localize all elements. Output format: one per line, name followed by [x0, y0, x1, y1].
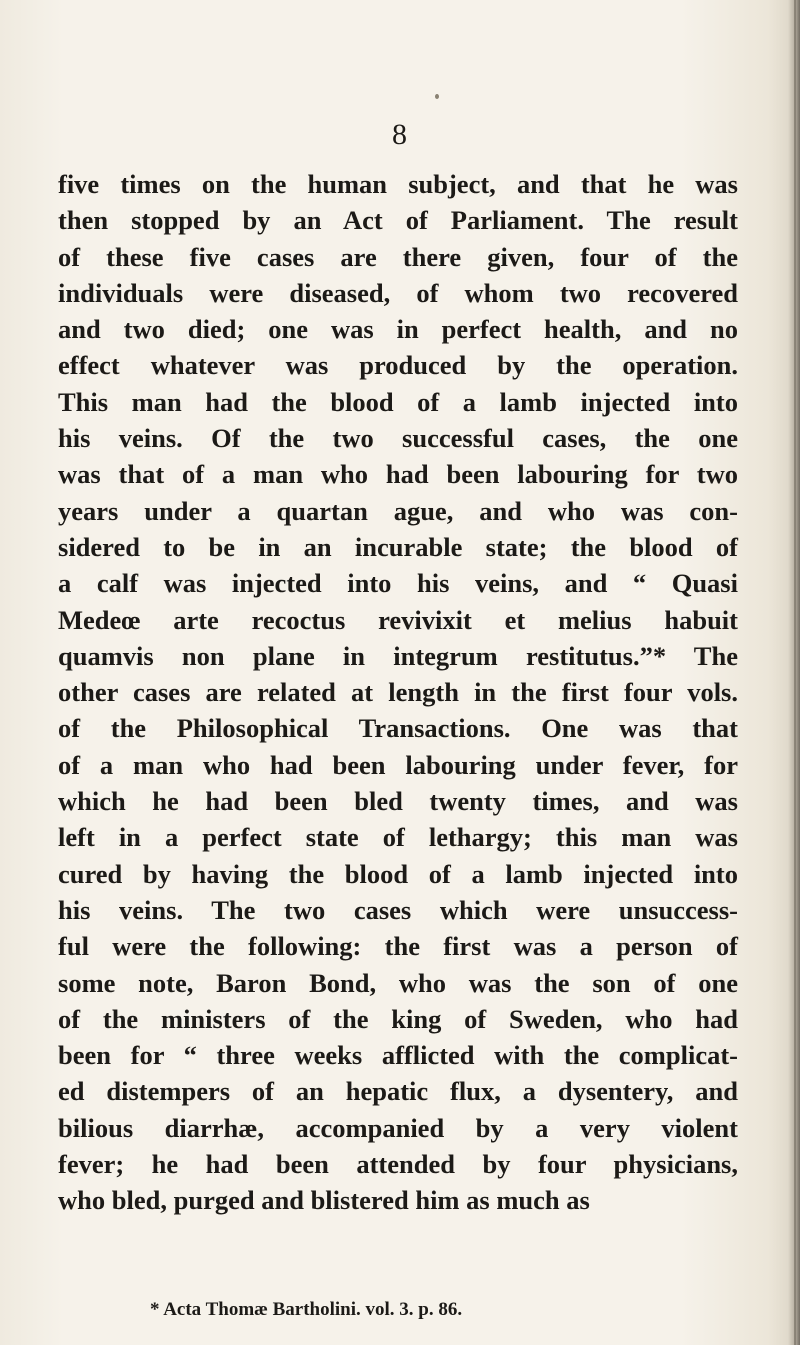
- text-line: then stopped by an Act of Parliament. The result: [58, 205, 738, 236]
- text-line: of the Philosophical Transactions. One was that: [58, 713, 738, 744]
- text-line: Medeœ arte recoctus revivixit et melius habuit: [58, 604, 738, 635]
- text-line: quamvis non plane in integrum restitutus.”* The: [58, 640, 738, 671]
- text-line: been for “ three weeks afflicted with the complicat-: [58, 1040, 738, 1071]
- text-line: years under a quartan ague, and who was con-: [58, 495, 738, 526]
- page-number: 8: [392, 118, 408, 151]
- text-line: sidered to be in an incurable state; the blood of: [58, 531, 738, 562]
- text-line: of these five cases are there given, four of the: [58, 241, 738, 272]
- text-line: cured by having the blood of a lamb injected into: [58, 858, 738, 889]
- text-line: some note, Baron Bond, who was the son of one: [58, 967, 738, 998]
- text-line: of the ministers of the king of Sweden, who had: [58, 1003, 738, 1034]
- text-line: ful were the following: the first was a person of: [58, 931, 738, 962]
- text-line: of a man who had been labouring under fever, for: [58, 749, 738, 780]
- text-line: effect whatever was produced by the operation.: [58, 350, 738, 381]
- body-text: [58, 166, 738, 1219]
- text-line: fever; he had been attended by four physicians,: [58, 1149, 738, 1180]
- text-line: a calf was injected into his veins, and “ Quasi: [58, 568, 738, 599]
- footnote: * Acta Thomæ Bartholini. vol. 3. p. 86.: [150, 1299, 463, 1320]
- text-line: his veins. The two cases which were unsuccess-: [58, 894, 738, 925]
- text-line: and two died; one was in perfect health, and no: [58, 314, 738, 345]
- text-line: who bled, purged and blistered him as much as: [58, 1185, 590, 1216]
- text-line: was that of a man who had been labouring for two: [58, 459, 738, 490]
- text-line: left in a perfect state of lethargy; this man was: [58, 822, 738, 853]
- text-line: bilious diarrhæ, accompanied by a very violent: [58, 1112, 738, 1143]
- text-line: five times on the human subject, and that he was: [58, 169, 738, 199]
- ink-speck: [435, 94, 439, 99]
- text-line: This man had the blood of a lamb injected into: [58, 386, 738, 417]
- text-line: other cases are related at length in the first four vols.: [58, 677, 738, 708]
- page-edge-line: [794, 0, 796, 1345]
- text-line: which he had been bled twenty times, and was: [58, 786, 738, 817]
- text-line: his veins. Of the two successful cases, the one: [58, 423, 738, 454]
- text-line: ed distempers of an hepatic flux, a dysentery, and: [58, 1076, 738, 1107]
- text-line: individuals were diseased, of whom two recovered: [58, 277, 738, 308]
